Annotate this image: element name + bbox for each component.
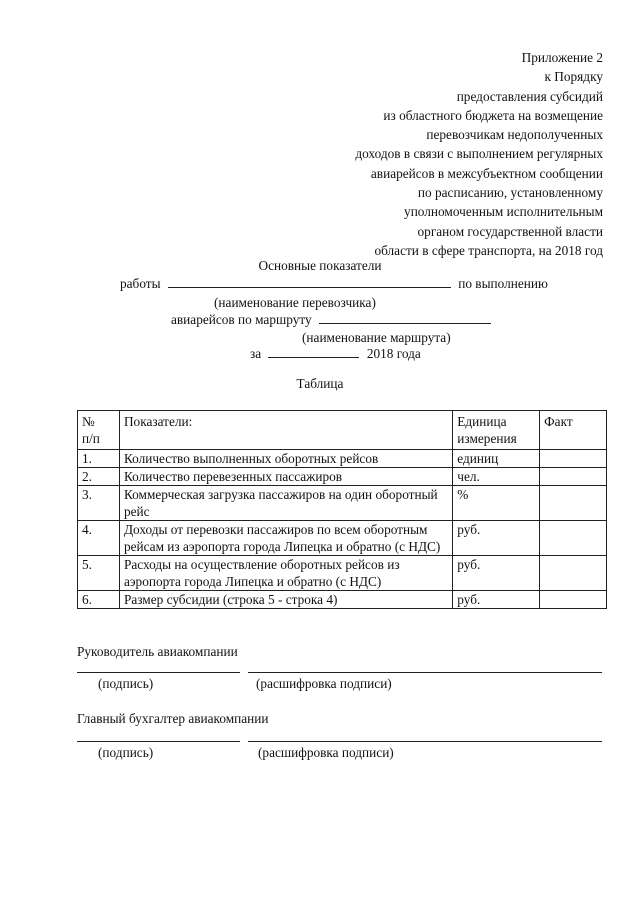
row-unit: единиц	[453, 450, 540, 468]
route-caption: (наименование маршрута)	[302, 330, 451, 345]
table-row	[78, 450, 607, 468]
row-unit: чел.	[453, 468, 540, 486]
row-indicator: Размер субсидии (строка 5 - строка 4)	[119, 591, 452, 609]
table-row	[78, 468, 607, 486]
appendix-line: Приложение 2	[521, 50, 603, 65]
row-num: 2.	[78, 468, 120, 486]
appendix-line: по расписанию, установленному	[417, 185, 603, 201]
header-indicator: Показатели:	[119, 411, 452, 450]
table-row	[78, 556, 607, 591]
table-row	[78, 591, 607, 609]
work-suffix: по выполнению	[458, 276, 548, 291]
appendix-line: области в сфере транспорта, на 2018 год	[374, 242, 603, 258]
row-fact[interactable]	[540, 486, 607, 521]
row-indicator: Расходы на осуществление оборотных рейсов из аэропорта города Липецка и обратно (с НДС)	[119, 556, 452, 591]
row-fact[interactable]	[540, 468, 607, 486]
carrier-name-field[interactable]	[168, 275, 451, 288]
route-prefix: авиарейсов по маршруту	[171, 312, 312, 327]
row-indicator: Коммерческая загрузка пассажиров на один оборотный рейс	[119, 486, 452, 521]
row-num: 5.	[78, 556, 120, 591]
row-fact[interactable]	[540, 450, 607, 468]
head-signature-line[interactable]	[77, 672, 240, 673]
appendix-line: к Порядку	[544, 69, 603, 85]
row-unit: %	[453, 486, 540, 521]
row-fact[interactable]	[540, 521, 607, 556]
appendix-line: доходов в связи с выполнением регулярных	[355, 146, 603, 162]
row-indicator: Количество перевезенных пассажиров	[119, 468, 452, 486]
row-indicator: Доходы от перевозки пассажиров по всем оборотным рейсам из аэропорта города Липецка и обратно (с НДС)	[119, 521, 452, 556]
row-unit: руб.	[453, 591, 540, 609]
row-num: 4.	[78, 521, 120, 556]
row-fact[interactable]	[540, 556, 607, 591]
row-num: 1.	[78, 450, 120, 468]
document-heading: Основные показатели	[258, 258, 382, 273]
appendix-line: из областного бюджета на возмещение	[383, 107, 603, 123]
work-row	[120, 274, 548, 293]
work-prefix: работы	[120, 276, 161, 291]
header-num-label: № п/п	[82, 414, 100, 446]
route-name-field[interactable]	[319, 311, 491, 324]
row-unit: руб.	[453, 521, 540, 556]
period-field[interactable]	[268, 345, 359, 358]
row-num: 3.	[78, 486, 120, 521]
appendix-line: предоставления субсидий	[456, 88, 603, 104]
table-caption: Таблица	[296, 376, 344, 391]
period-prefix: за	[250, 346, 262, 361]
table-header-row	[78, 411, 607, 450]
table-row	[78, 521, 607, 556]
period-row	[250, 344, 421, 363]
accountant-signature-line[interactable]	[77, 741, 240, 742]
table-row	[78, 486, 607, 521]
appendix-header	[355, 48, 603, 260]
appendix-line: авиарейсов в межсубъектном сообщении	[370, 165, 603, 181]
head-signature-label: (подпись)	[98, 676, 154, 691]
row-fact[interactable]	[540, 591, 607, 609]
header-unit: Единица измерения	[453, 411, 540, 450]
appendix-line: органом государственной власти	[417, 223, 603, 239]
header-num	[78, 411, 120, 450]
accountant-decode-line[interactable]	[248, 741, 602, 742]
appendix-line: перевозчикам недополученных	[426, 127, 603, 143]
accountant-decode-label: (расшифровка подписи)	[258, 745, 394, 760]
row-indicator: Количество выполненных оборотных рейсов	[119, 450, 452, 468]
indicators-table	[77, 410, 607, 609]
accountant-title: Главный бухгалтер авиакомпании	[77, 711, 269, 726]
route-row	[171, 310, 491, 329]
head-decode-label: (расшифровка подписи)	[256, 676, 392, 691]
head-title: Руководитель авиакомпании	[77, 644, 238, 659]
appendix-line: уполномоченным исполнительным	[404, 204, 603, 220]
head-decode-line[interactable]	[248, 672, 602, 673]
row-num: 6.	[78, 591, 120, 609]
row-unit: руб.	[453, 556, 540, 591]
period-suffix: 2018 года	[366, 346, 421, 361]
header-fact: Факт	[540, 411, 607, 450]
carrier-caption: (наименование перевозчика)	[214, 295, 376, 310]
accountant-signature-label: (подпись)	[98, 745, 154, 760]
